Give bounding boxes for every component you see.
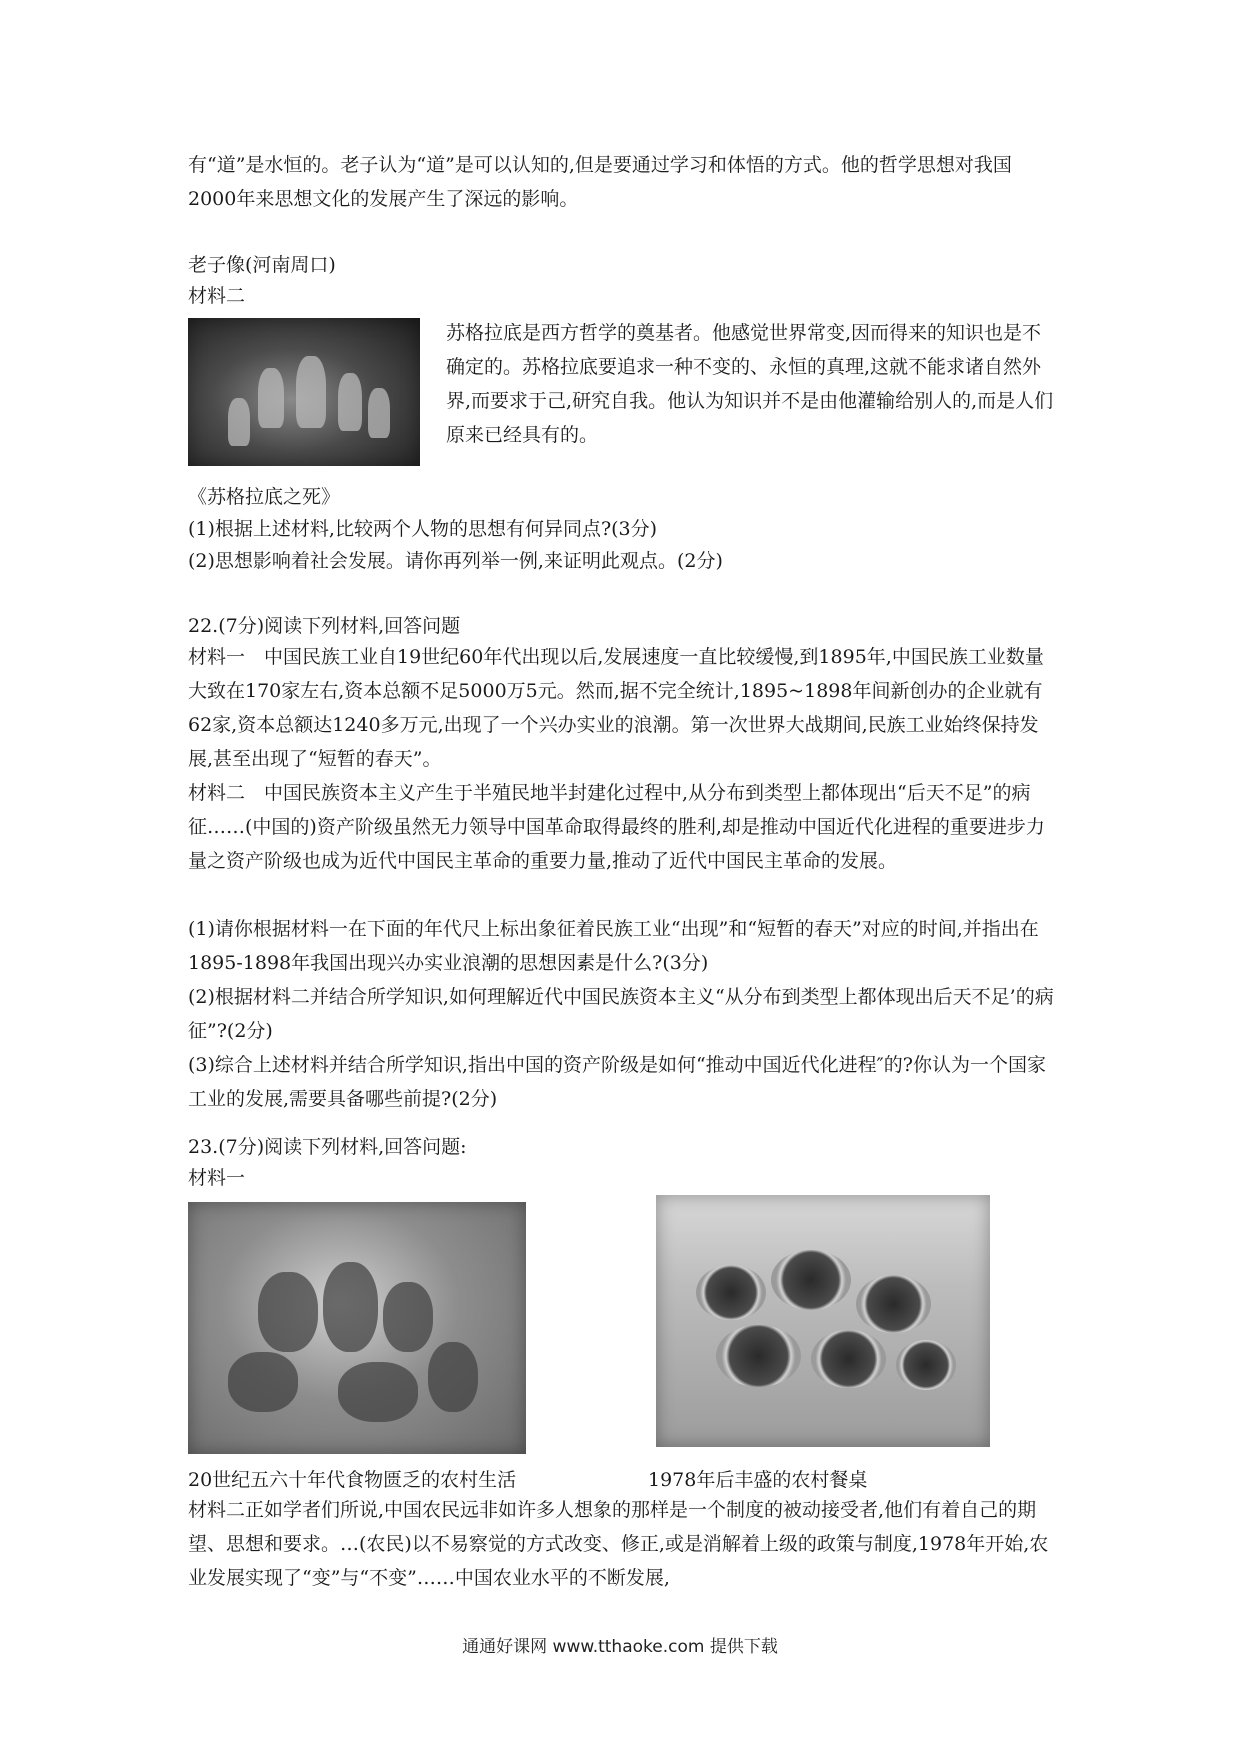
intro-paragraph: 有“道”是水恒的。老子认为“道”是可以认知的,但是要通过学习和体悟的方式。他的哲学思想对我国2000年来思想文化的发展产生了深远的影响。 [188, 154, 1012, 210]
death-of-socrates-painting [188, 318, 420, 466]
footer-credit: 通通好课网 www.tthaoke.com 提供下载 [462, 1637, 778, 1657]
question-22-header: 22.(7分)阅读下列材料,回答问题 [188, 615, 461, 637]
socrates-text: 苏格拉底是西方哲学的奠基者。他感觉世界常变,因而得来的知识也是不确定的。苏格拉底要追求一种不变的、永恒的真理,这就不能求诸自然外界,而要求于己,研究自我。他认为知识并不是由他灌输给别人的,而是人们原来已经具有的。 [446, 322, 1054, 446]
question-22-2: (2)根据材料二并结合所学知识,如何理解近代中国民族资本主义“从分布到类型上都体现出后天不足’的病征”?(2分) [188, 986, 1054, 1042]
socrates-caption: 《苏格拉底之死》 [188, 486, 341, 508]
question-21-1: (1)根据上述材料,比较两个人物的思想有何异同点?(3分) [188, 518, 658, 540]
question-22-material-2: 材料二 中国民族资本主义产生于半殖民地半封建化过程中,从分布到类型上都体现出“后天不足”的病征……(中国的)资产阶级虽然无力领导中国革命取得最终的胜利,却是推动中国近代化进程的重要进步力量之资产阶级也成为近代中国民主革命的重要力量,推动了近代中国民主革命的发展。 [188, 782, 1045, 872]
rural-life-1950s-photo [188, 1202, 526, 1454]
question-23-header: 23.(7分)阅读下列材料,回答问题: [188, 1136, 467, 1158]
photo-1-caption: 20世纪五六十年代食物匮乏的农村生活 [188, 1469, 517, 1491]
question-22-3: (3)综合上述材料并结合所学知识,指出中国的资产阶级是如何“推动中国近代化进程″的?你认为一个国家工业的发展,需要具备哪些前提?(2分) [188, 1054, 1046, 1110]
question-23-material-2: 材料二正如学者们所说,中国农民远非如许多人想象的那样是一个制度的被动接受者,他们有着自己的期望、思想和要求。…(农民)以不易察觉的方式改变、修正,或是消解着上级的政策与制度,1978年开始,农业发展实现了“变”与“不变”……中国农业水平的不断发展, [188, 1499, 1049, 1589]
laozi-image-caption: 老子像(河南周口) [188, 254, 336, 276]
question-22-1: (1)请你根据材料一在下面的年代尺上标出象征着民族工业“出现”和“短暂的春天”对应的时间,并指出在1895-1898年我国出现兴办实业浪潮的思想因素是什么?(3分) [188, 918, 1039, 974]
question-21-2: (2)思想影响着社会发展。请你再列举一例,来证明此观点。(2分) [188, 550, 723, 572]
material-2-label: 材料二 [188, 285, 246, 307]
rural-table-1978-photo [656, 1195, 990, 1447]
photo-2-caption: 1978年后丰盛的农村餐桌 [648, 1469, 868, 1491]
question-23-material-1-label: 材料一 [188, 1167, 246, 1189]
question-22-material-1: 材料一 中国民族工业自19世纪60年代出现以后,发展速度一直比较缓慢,到1895年,中国民族工业数量大致在170家左右,资本总额不足5000万5元。然而,据不完全统计,1895~1898年间新创办的企业就有62家,资本总额达1240多万元,出现了一个兴办实业的浪潮。第一次世界大战期间,民族工业始终保持发展,甚至出现了“短暂的春天”。 [188, 646, 1044, 770]
